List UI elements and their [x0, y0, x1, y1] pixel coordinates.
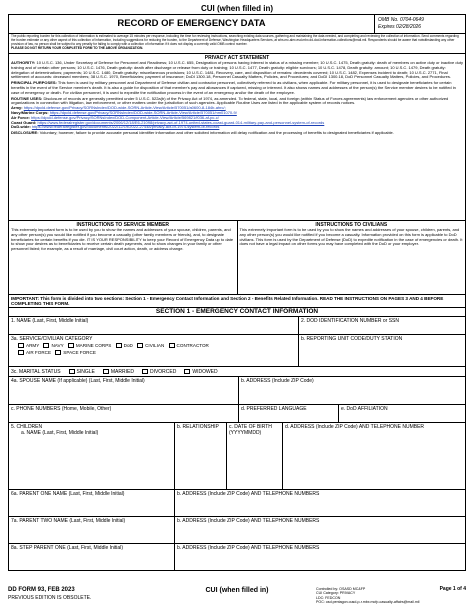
married-label: MARRIED [110, 368, 134, 375]
routine-text: Disclosure of records are generally permitted under 5 U.S.C. 522a(b) of the Privacy Act of 1974, as amended. To federal, state, local, and foreign (within Status of Forces agreements) law enforcement agencies or other authorized organizations in connection with litigation, law enforcement, or other matters under the jurisdiction of such agencies. Applicable Routine Uses are listed in the applicable system of records notices. [11, 95, 449, 106]
disclosure-label: DISCLOSURE: [11, 130, 39, 136]
row-spouse-contact [8, 405, 466, 423]
marine-corps-checkbox[interactable] [68, 343, 74, 348]
burden-statement-box [8, 34, 466, 54]
children-address-label: d. ADDRESS (Include ZIP Code) AND TELEPHONE NUMBER [285, 424, 425, 430]
sorn-link-army[interactable]: https://dpcld.defense.gov/Privacy/SORNsIndex/DOD-wide-SORN-Article-View/Article/570051/a0600-8-184b-ahrc/; [23, 105, 226, 111]
sorn-label: Coast Guard: [11, 119, 37, 125]
routine-label: ROUTINE USES: [11, 95, 43, 101]
name-field[interactable] [9, 317, 299, 334]
service-category-label: 3a. SERVICE/CIVILIAN CATEGORY [11, 336, 93, 342]
space-force-label: SPACE FORCE [63, 350, 96, 355]
dod-checkbox[interactable] [116, 343, 122, 348]
air-force-label: AIR FORCE [26, 350, 52, 355]
omb-number: OMB No. 0704-0649 [378, 17, 424, 23]
form-number: DD FORM 93, FEB 2023 [8, 587, 75, 593]
sorn-link-coast-guard[interactable]: https://www.federalregister.gov/documents/2006/12/18/E6-21098/privacy-act-of-1974-united-states-coast-guard-014-military-pay-and-personnel-system-of-records [37, 119, 325, 125]
cui-designation [316, 587, 431, 609]
navy-checkbox[interactable] [43, 343, 49, 348]
marine-corps-label: MARINE CORPS [75, 343, 112, 348]
dod-id-field[interactable] [299, 317, 465, 334]
phone-numbers-field[interactable] [9, 405, 239, 422]
civilian-checkbox[interactable] [137, 343, 143, 348]
relationship-label: b. RELATIONSHIP [177, 424, 219, 430]
step-parent-one-address-field[interactable] [175, 544, 465, 570]
form-page [8, 4, 466, 609]
parent-two-address-field[interactable] [175, 517, 465, 543]
authority-text: 10 U.S.C. 136, Under Secretary of Defense for Personnel and Readiness; 10 U.S.C. 655, Designation of persons having interest in status of a missing member; 10 U.S.C. 1475, Death gratuity: death of members on active duty or inactive duty training and of certain other persons; 10 U.S.C. 1476, Death gratuity: death after discharge or release from duty or training; 10 U.S.C. 1477, Death gratuity: eligible survivors; 10 U.S.C. 1478, Death gratuity: amount; 10 U.S.C. 1479, Death gratuity: delegation of determinations; payments; 10 U.S.C. 1480, Death gratuity: miscellaneous provisions; 10 U.S.C. 1481, Recovery, care, and disposition of remains: decedents covered; 10 U.S.C. 1482, Expenses incident to death; 10 U.S.C. 2771, Final settlement of accounts: deceased members; 38 U.S.C. 1970, Beneficiaries; payment of insurance; DoDI 1300.18, Personnel Casualty Matters, Policies, and Procedures; and DoDI 1300.18, DoD Personnel Casualty Matters, Policies, and Procedures. [11, 60, 463, 80]
date-of-birth-field[interactable] [227, 423, 283, 489]
married-checkbox[interactable] [103, 369, 109, 374]
parent-two-name-field[interactable] [9, 517, 175, 543]
parent-one-address-label: b. ADDRESS (Include ZIP Code) AND TELEPHONE NUMBERS [177, 491, 320, 497]
reporting-unit-field[interactable] [299, 335, 465, 366]
ldc: LDC: FEDCON [316, 595, 341, 600]
navy-label: NAVY [51, 343, 64, 348]
spouse-name-label: 4a. SPOUSE NAME (If applicable) (Last, First, Middle Initial) [11, 378, 145, 384]
date-of-birth-label: c. DATE OF BIRTH (YYYYMMDD) [229, 424, 272, 436]
form-title: RECORD OF EMERGENCY DATA [9, 15, 375, 33]
row-spouse [8, 377, 466, 405]
phone-numbers-label: c. PHONE NUMBERS (Home, Mobile, Other) [11, 406, 112, 412]
step-parent-one-name-field[interactable] [9, 544, 175, 570]
important-notice: IMPORTANT: This form is divided into two sections: Section 1 - Emergency Contact Information and Section 2 - Benefits Related Information. READ THE INSTRUCTIONS ON PAGES 3 AND 4 BEFORE COMPLETING THIS FORM. [8, 295, 466, 308]
row-category [8, 335, 466, 367]
privacy-act-statement [8, 54, 466, 221]
controlled-by: Controlled by: OSASD MC&FP [316, 587, 366, 591]
contractor-label: CONTRACTOR [176, 343, 209, 348]
civilian-instructions-heading: INSTRUCTIONS TO CIVILIANS [315, 222, 388, 228]
form-header [8, 14, 466, 34]
row-parent-two [8, 517, 466, 544]
name-label: 1. NAME (Last, First, Middle Initial) [11, 318, 89, 324]
sorn-link-dod-wide[interactable]: https://www.federalregister.gov/documents/2022/12/19/2022-27448/privacy-act-of-1974-system-of-records [31, 124, 220, 130]
purposes-text: This form is used by military personnel and Department of Defense civilian and contractor personnel, collectively referred to as civilians, when applicable. For military personnel, it is used to designate beneficiaries for certain benefits in the event of the Service member's death. It is also a guide for disposition of that member's pay and allowances if captured, missing or interned. It also shows names and addresses of the person(s) the Service member desires to be notified in case of emergency or death. For civilian personnel, it is used to expedite the notification process in the event of an emergency and/or the death of the employee. [11, 80, 456, 95]
row-marital [8, 367, 466, 377]
page-number: Page 1 of 4 [439, 586, 466, 592]
reporting-unit-label: b. REPORTING UNIT CODE/DUTY STATION [301, 336, 403, 342]
cui-category: CUI Category: PRIVACY [316, 591, 356, 596]
contractor-checkbox[interactable] [169, 343, 175, 348]
sorn-link-air-force[interactable]: https://dpcld.defense.gov/Privacy/SORNsIndex/DOD-Component-Article-View/Article/569821/f036-af-pc-c/ [31, 114, 219, 120]
member-instructions-heading: INSTRUCTIONS TO SERVICE MEMBER [76, 222, 170, 228]
category-checkbox-row [11, 349, 296, 356]
civilian-instructions-text: This extremely important form is to be used by you to show the names and addresses of your spouse, children, parents, and any other person(s) you would like notified if you become a casualty. Information provided on this form is applicable to DoD civilians. This form is used by the Department of Defense (DoD) to expedite notification in the case of emergencies or death. It does not have a legal impact on other forms you may have completed with the DoD or your employer. [239, 227, 463, 247]
widowed-checkbox[interactable] [184, 369, 190, 374]
sorn-label: Army: [11, 105, 23, 111]
service-category-field [9, 335, 299, 366]
single-label: SINGLE [76, 368, 95, 375]
divorced-label: DIVORCED [149, 368, 177, 375]
widowed-label: WIDOWED [192, 368, 218, 375]
civilian-label: CIVILIAN [145, 343, 165, 348]
dod-affiliation-label: e. DoD AFFILIATION [341, 406, 388, 412]
member-instructions-text: This extremely important form is to be used by you to show the names and addresses of your spouse, children, parents, and any other person(s) you would like notified if you become a casualty (other family members or friends), and, to designate beneficiaries for certain benefits if you die. IT IS YOUR RESPONSIBILITY to keep your Record of Emergency Data up to date to show your desires as to beneficiaries to receive certain death payments, and to show changes in your family or other personnel listed; for example, as a result of marriage, civil court action, death, or address change. [11, 227, 234, 252]
space-force-checkbox[interactable] [55, 350, 61, 355]
row-name-id [8, 317, 466, 335]
row-step-parent-one [8, 544, 466, 571]
omb-block [375, 15, 465, 33]
previous-edition-note: PREVIOUS EDITION IS OBSOLETE. [8, 595, 92, 601]
dod-label: DoD [123, 343, 133, 348]
instructions-block [8, 221, 466, 295]
authority-label: AUTHORITY: [11, 60, 36, 65]
children-name-label: a. NAME (Last, First, Middle Initial) [21, 430, 99, 436]
form-footer [8, 587, 466, 609]
dod-affiliation-field[interactable] [339, 405, 465, 422]
member-instructions [9, 221, 238, 294]
purposes-label: PRINCIPAL PURPOSES: [11, 80, 57, 86]
spouse-address-label: b. ADDRESS (Include ZIP Code) [241, 378, 314, 384]
parent-one-name-field[interactable] [9, 490, 175, 516]
army-label: ARMY [26, 343, 40, 348]
category-checkbox-row [11, 342, 296, 349]
omb-expires: Expires 02/28/2026 [378, 24, 422, 30]
sorn-label: Navy/Marine Corps: [11, 109, 49, 115]
parent-one-address-field[interactable] [175, 490, 465, 516]
spouse-name-field[interactable] [9, 377, 239, 404]
single-checkbox[interactable] [69, 369, 75, 374]
children-label: 5. CHILDREN [11, 424, 43, 430]
disclosure-text: Voluntary; however, failure to provide accurate personal identifier information and other solicited information will delay notification and the processing of benefits to designated beneficiaries if applicable. [39, 130, 394, 136]
dod-id-label: 2. DOD IDENTIFICATION NUMBER or SSN [301, 318, 399, 324]
children-name-field[interactable] [9, 423, 175, 489]
children-address-field[interactable] [283, 423, 465, 489]
poc: POC: osd.pentagon.ousd-p-r.mbx.mcfp-casualty-affairs@mail.mil [316, 599, 420, 604]
row-parent-one [8, 490, 466, 517]
sorn-link-list [11, 106, 463, 130]
privacy-heading: PRIVACY ACT STATEMENT [204, 55, 270, 61]
sorn-link-navy[interactable]: https://dpcld.defense.gov/Privacy/SORNsIndex/DOD-wide-SORN-Article-View/Article/570051/nm01070-9/ [49, 109, 237, 115]
section1-heading: SECTION 1 - EMERGENCY CONTACT INFORMATION [8, 308, 466, 317]
purposes-paragraph [11, 81, 463, 95]
civilian-instructions [238, 221, 466, 294]
step-parent-one-address-label: b. ADDRESS (Include ZIP Code) AND TELEPHONE NUMBERS [177, 545, 320, 551]
army-checkbox[interactable] [18, 343, 24, 348]
divorced-checkbox[interactable] [142, 369, 148, 374]
cui-marking-bottom: CUI (when filled in) [205, 587, 269, 594]
preferred-language-field[interactable] [239, 405, 339, 422]
cui-marking-top: CUI (when filled in) [201, 4, 273, 13]
sorn-label: Air Force: [11, 114, 30, 120]
step-parent-one-name-label: 8a. STEP PARENT ONE (Last, First, Middle Initial) [11, 545, 123, 551]
air-force-checkbox[interactable] [18, 350, 24, 355]
sorn-label: DoD-wide: [11, 124, 31, 130]
marital-status-label: 3c. MARITAL STATUS [11, 368, 61, 375]
do-not-return-notice: PLEASE DO NOT RETURN YOUR COMPLETED FORM TO THE ABOVE ORGANIZATION. [11, 45, 144, 50]
authority-paragraph [11, 61, 463, 80]
parent-two-address-label: b. ADDRESS (Include ZIP Code) AND TELEPHONE NUMBERS [177, 518, 320, 524]
preferred-language-label: d. PREFERRED LANGUAGE [241, 406, 307, 412]
disclosure-paragraph [11, 131, 463, 136]
row-children [8, 423, 466, 490]
parent-two-name-label: 7a. PARENT TWO NAME (Last, First, Middle Initial) [11, 518, 126, 524]
footer-left [8, 587, 158, 609]
marital-status-field [9, 367, 465, 376]
parent-one-name-label: 6a. PARENT ONE NAME (Last, First, Middle Initial) [11, 491, 125, 497]
burden-statement: The public reporting burden for this collection of information is estimated to average 15 minutes per response, including the time for reviewing instructions, searching existing data sources, gathering and maintaining the data needed, and completing and reviewing the collection of information. Send comments regarding the burden estimate or any other aspect of this collection of information, including suggestions for reducing the burden, to the Department of Defense, Washington Headquarters Services, at whs.mc-alex.esd.mbx.dd-dod-information-collections@mail.mil. Respondents should be aware that notwithstanding any other provision of law, no person shall be subject to any penalty for failing to comply with a collection of information if it does not display a currently valid OMB control number. [11, 34, 459, 46]
footer-right [316, 587, 466, 609]
spouse-address-field[interactable] [239, 377, 465, 404]
relationship-field[interactable] [175, 423, 227, 489]
